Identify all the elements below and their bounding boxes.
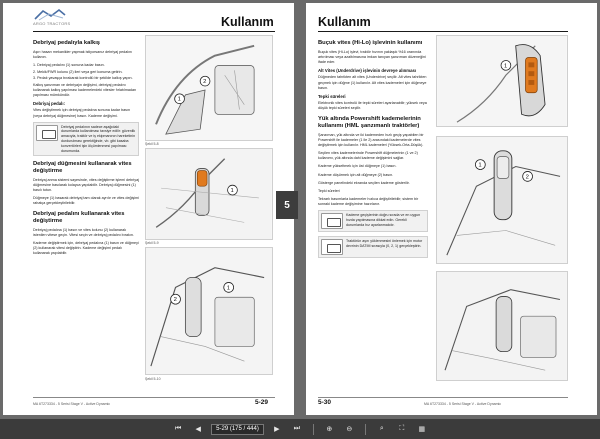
powershift-lever-illustration [437,137,567,263]
figure-powershift-lever [436,136,568,264]
first-page-icon[interactable]: ⏮ [174,425,182,432]
subheading: Debriyaj pedalı: [33,101,65,107]
note-text: Traktörün aşırı yüklenmesini önlemek için motor devrinin DATIM sırasıyla (0, 2, 1) gerçekleştirin. [346,238,423,248]
manual-book-icon [321,213,343,229]
zoom-out-icon[interactable]: ⊖ [346,426,353,433]
note-text: Debriyaj pedalının sadece aşağıdaki durumlarda kullanılması tavsiye edilir: güvenlik amacıyla, traktör ve iş ekipmanının hareketinin durdurulması gerektiğinde, vb. gibi kasaba konvertörleri işin ölçümlenmesi yapılması durumunda. [61,124,136,153]
svg-text:2: 2 [525,174,529,181]
section-heading: Debriyaj düğmesini kullanarak vites değiştirme [33,161,132,175]
next-page-icon[interactable]: ▶ [274,426,280,433]
paragraph: Debriyaj anma sistemi sayesinde, vites değiştirme işlemi debriyaj düğmesine basılarak kolayca yapılabilir. Debriyaj düğmesini (1) basılı tutun. [33,178,139,193]
note-box [318,236,428,258]
left-page [3,3,294,415]
search-icon[interactable]: ⌕ [379,425,384,432]
paragraph: Gösterge panelindeki ekranda seçilen kademe gösterilir. [318,180,410,185]
paragraph: Tepki süreleri [318,188,340,193]
page-number: 5-30 [318,399,332,406]
svg-text:2: 2 [203,79,207,86]
paragraph: Şanzıman, yük altında ve iki kademeden hızlı geçiş yapabilen bir Powershift ile kademeler (1 ile 2) arasındaki kademelerde vites değiştirmek için kullanılır. HML kademeleri (Yüksek-Orta-Düşük). [318,132,424,148]
svg-text:1: 1 [478,162,482,169]
cab-controls-illustration [146,248,272,374]
header-rule [318,31,568,32]
figure-caption: Şekil 5-8 [145,142,159,146]
svg-text:1: 1 [226,285,230,292]
paragraph: Kademe düşürmek için alt düğmeye (2) basın. [318,172,394,177]
paragraph: Buçuk vites (Hi-Lo) işlevi, traktör hızının yaklaşık %16 oranında artırılması veya azaltılmasına imkan tanıyan şanzıman düzeneğini ifade eder. [318,49,426,64]
svg-text:1: 1 [230,188,234,195]
figure-caption: Şekil 5-9 [145,241,159,245]
footer-document-id: MA 6T273334 - 5 Serisi Stage V - Active Dynamic [33,402,111,406]
cab-overview-illustration [437,272,567,380]
last-page-icon[interactable]: ⏭ [293,425,300,432]
previous-page-icon[interactable]: ◀ [195,426,201,433]
paragraph: Kademe değiştirmek için, debriyaj pedalına (1) basın ve düğmeyi (2) kullanarak vitesi değiştirin. Kademe değişimi pedalı kullanarak yapılabilir. [33,241,139,256]
list-item: 1. Debriyaj pedalını (1) sonuna kadar basın. [33,62,105,67]
fullscreen-icon[interactable]: ⛶ [399,425,405,432]
subheading: Alt Vites (Underdrive) işlevinin devreye alınması [318,68,417,74]
instruction-list [33,63,139,81]
paragraph: Kalkış şanzıman ve debriyajın değişimi, debriyaj pedalını kullanarak kalkış yapılması kademelerdeki vitesler fırlatılmadan yapılması mümkündür. [33,82,137,97]
manual-book-icon [321,239,343,255]
subheading: Tepki süreleri [318,93,346,99]
section-heading: Buçuk vites (Hi-Lo) işlevinin kullanımı [318,40,423,46]
paragraph: Aşırı hasarı mekanikler yapmak istiyorsanız debriyaj pedalını kullanın. [33,49,133,59]
figure-gear-lever [145,148,273,240]
clutch-pedal-illustration [146,36,272,140]
footer-rule [318,397,568,398]
paragraph: Elektronik vites kontrolü ile tepki süreleri ayarlanabilir; yüksek veya düşük tepki süreleri seçilir. [318,101,427,111]
svg-text:1: 1 [503,63,508,70]
left-text-column [33,35,139,260]
page-indicator-input[interactable]: 5-29 (175 / 444) [211,424,264,435]
figure-clutch-pedal [145,35,273,141]
note-box [33,122,139,157]
paragraph: Debriyaj pedalına (1) basın ve vites kolunu (2) kullanarak istenilen vitese geçin. Vitesi seçin ve debriyaj pedalını bırakın. [33,228,134,238]
section-heading: Yük altında Powershift kademelerinin kullanımı (HML şanzımanlı traktörler) [318,116,421,130]
figure-caption: Şekil 5-10 [145,377,161,381]
paragraph: Kademe yükseltmek için üst düğmeye (1) basın. [318,164,397,169]
paragraph: Düğmeye (1) basarak debriyaj tam olarak ayrılır ve vites değişimi rahatça gerçekleştirilebilir. [33,196,139,206]
gear-lever-illustration [146,149,272,239]
footer-document-id: MA 6T273334 - 5 Serisi Stage V - Active Dynamic [424,402,502,406]
section-heading: Debriyaj pedalıyla kalkış [33,40,101,46]
paragraph: Tekrarlı basımlarla kademeler hızlıca değiştirilebilir; sistem bir sonraki kademe değişimine hazırlanır. [318,196,419,206]
zoom-in-icon[interactable]: ⊕ [326,426,333,433]
page-title: Kullanım [318,15,371,29]
paragraph: Seçilen vites kademelerinde Powershift düğmelerinin (1 ve 2) kullanımı, yük altında dahi kademe değişimini sağlar. [318,151,418,161]
svg-text:1: 1 [177,96,181,103]
paragraph: Düğmeden tahrikten alt vites (Underdrive) seçilir. Alt vites tahrikten geçmek için düğme (1) kullanılır. Alt vites kademeleri için düğmeye basın. [318,75,427,90]
list-item: 3. Pedalı yavaşça bırakarak kontrollü bir şekilde kalkış yapın. [33,76,133,81]
page-number: 5-29 [255,399,269,406]
figure-hilo-joystick [436,35,568,127]
joystick-illustration [437,36,567,126]
right-page [306,3,597,415]
svg-text:2: 2 [173,297,177,304]
figure-cab-overview [436,271,568,381]
footer-rule [33,397,275,398]
grid-view-icon[interactable]: ▦ [418,426,426,433]
toolbar-divider [365,424,366,435]
note-box [318,210,428,232]
chapter-tab: 5 [276,191,298,219]
manual-book-icon [36,125,58,141]
list-item: 2. Mekik/FWR kolunu (2) ileri veya geri konuma getirin. [33,69,123,74]
right-text-column [318,35,428,262]
figure-cab-controls [145,247,273,375]
page-title: Kullanım [221,15,274,29]
note-text: Kademe geçişlerinin doğru sırada ve en uygun hızda yapılmasına dikkat edin. Gerekli durumlarda hız ayarlanmalıdır. [346,212,421,227]
header-rule [33,31,275,32]
toolbar-divider [313,424,314,435]
section-heading: Debriyaj pedalını kullanarak vites değiştirme [33,211,125,225]
viewer-toolbar [0,419,600,439]
paragraph: Vites değiştirmek için debriyaj pedalına sonuna kadar basın (veya debriyaj düğmesine) basın. Kademe değişimi. [33,108,131,118]
logo-text: ARGO TRACTORS [33,21,71,26]
